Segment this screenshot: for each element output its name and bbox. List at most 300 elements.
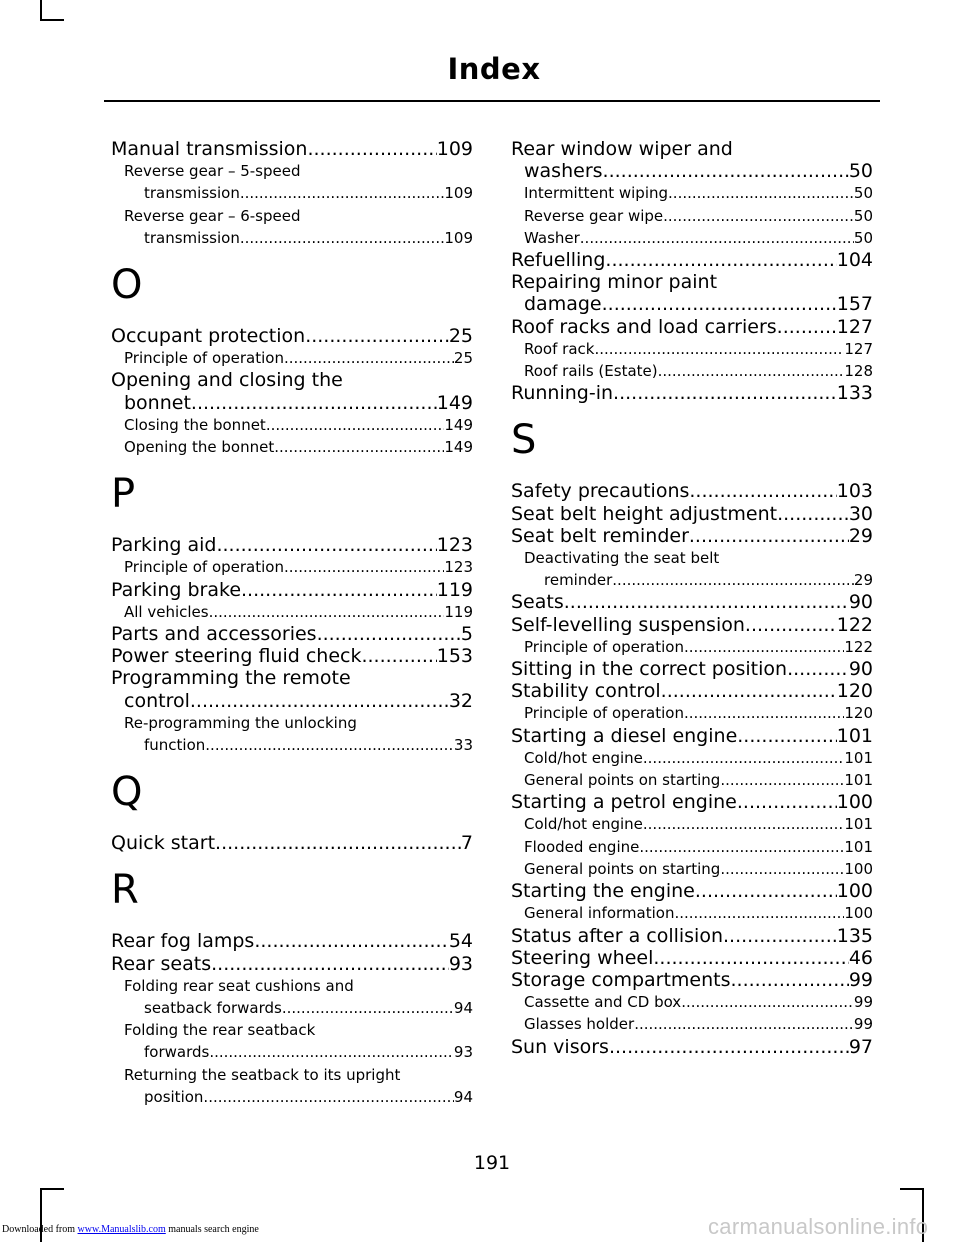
- index-entry: [511, 480, 873, 502]
- dot-leader: [191, 392, 437, 414]
- index-entry-text: General points on starting: [524, 859, 721, 878]
- dot-leader: [215, 832, 461, 854]
- index-entry-line: [511, 880, 873, 902]
- index-page-number: 93: [453, 1043, 473, 1062]
- index-entry-text: Rear seats: [111, 952, 212, 975]
- index-entry-line: [524, 747, 873, 769]
- dot-leader: [361, 645, 436, 667]
- dot-leader: [613, 382, 837, 404]
- dot-leader: [723, 925, 837, 947]
- index-entry-text: damage: [524, 293, 602, 316]
- index-section-letter: O: [111, 262, 143, 309]
- index-entry-text: Washer: [524, 228, 580, 247]
- index-page-number: 100: [836, 791, 873, 814]
- index-entry: [111, 930, 473, 952]
- index-entry-text: Occupant protection: [111, 325, 306, 348]
- dot-leader: [695, 880, 837, 902]
- index-entry-text: Closing the bonnet: [124, 415, 266, 434]
- index-entry-text: Roof racks and load carriers: [511, 315, 777, 338]
- index-page-number: 103: [836, 480, 873, 503]
- dot-leader: [254, 930, 448, 952]
- index-page-number: 90: [848, 591, 873, 614]
- index-entry-text: Intermittent wiping: [524, 184, 669, 203]
- index-entry-line: [524, 702, 873, 724]
- index-page-number: 97: [848, 1035, 873, 1058]
- index-entry-text: Flooded engine: [524, 837, 640, 856]
- dot-leader: [284, 556, 444, 578]
- index-entry: [111, 579, 473, 601]
- dot-leader: [580, 227, 854, 249]
- index-subentry: [111, 601, 473, 623]
- index-entry-text: Glasses holder: [524, 1015, 635, 1034]
- index-entry-line: [124, 347, 473, 369]
- index-entry: [511, 138, 873, 182]
- index-entry-text: Rear window wiper and: [511, 138, 733, 160]
- index-entry-text: Power steering fluid check: [111, 645, 362, 668]
- page-number: 191: [473, 1152, 511, 1174]
- index-page-number: 50: [853, 206, 873, 225]
- index-subentry: [111, 436, 473, 458]
- dot-leader: [643, 813, 844, 835]
- index-entry-text: Roof rails (Estate): [524, 362, 658, 381]
- index-page-number: 109: [444, 228, 473, 247]
- index-entry-line: [511, 947, 873, 969]
- dot-leader: [305, 325, 449, 347]
- dot-leader: [211, 953, 449, 975]
- index-page-number: 127: [844, 339, 873, 358]
- index-entry-text: Starting a petrol engine: [511, 791, 737, 814]
- index-page-number: 50: [853, 184, 873, 203]
- index-entry-text: Cold/hot engine: [524, 815, 643, 834]
- index-entry-line: [511, 382, 873, 404]
- index-entry-text: Status after a collision: [511, 924, 724, 947]
- index-page-number: 101: [844, 771, 873, 790]
- dot-leader: [241, 579, 437, 601]
- index-entry-text: Seat belt height adjustment: [511, 502, 778, 525]
- index-entry-text: Parts and accessories: [111, 623, 317, 646]
- index-entry-text: Principle of operation: [524, 704, 684, 723]
- index-entry-line: [511, 525, 873, 547]
- index-page-number: 25: [448, 325, 473, 348]
- dot-leader: [605, 249, 836, 271]
- dot-leader: [745, 614, 837, 636]
- dot-leader: [661, 680, 837, 702]
- index-entry-line: [111, 667, 473, 689]
- index-entry: [111, 369, 473, 413]
- index-entry-text: Cassette and CD box: [524, 993, 682, 1012]
- index-page-number: 33: [453, 736, 473, 755]
- index-page-number: 100: [844, 859, 873, 878]
- index-entry-line: [111, 645, 473, 667]
- dot-leader: [205, 734, 454, 756]
- dot-leader: [274, 436, 444, 458]
- index-section-letter: R: [111, 867, 139, 914]
- index-entry-line: [124, 601, 473, 623]
- index-page-number: 93: [448, 952, 473, 975]
- index-entry-text: Reverse gear wipe: [524, 206, 664, 225]
- dot-leader: [602, 293, 837, 315]
- index-entry-line: [524, 569, 873, 591]
- dot-leader: [190, 690, 449, 712]
- dot-leader: [684, 702, 844, 724]
- index-entry-line: [524, 338, 873, 360]
- dot-leader: [594, 338, 844, 360]
- index-entry-text: Parking brake: [111, 578, 242, 601]
- dot-leader: [787, 658, 849, 680]
- index-entry: [111, 325, 473, 347]
- index-entry-text: control: [124, 689, 190, 712]
- index-entry-text: Opening the bonnet: [124, 438, 275, 457]
- dot-leader: [634, 1013, 854, 1035]
- dot-leader: [307, 138, 436, 160]
- index-entry-text: transmission: [144, 228, 240, 247]
- index-entry-line: [124, 160, 473, 182]
- index-entry-text: Safety precautions: [511, 480, 690, 503]
- index-entry: [111, 534, 473, 556]
- index-page-number: 29: [853, 571, 873, 590]
- crop-mark-bottom-right-h: [900, 1188, 924, 1190]
- index-entry-text: function: [144, 736, 206, 755]
- index-entry-text: General points on starting: [524, 771, 721, 790]
- index-entry-line: [124, 1064, 473, 1086]
- index-entry-line: [124, 712, 473, 734]
- crop-mark-bottom-left-h: [40, 1188, 64, 1190]
- index-subentry: [511, 747, 873, 769]
- dot-leader: [203, 1086, 453, 1108]
- index-page-number: 120: [836, 680, 873, 703]
- index-subentry: [511, 636, 873, 658]
- index-subentry: [111, 1019, 473, 1063]
- dot-leader: [668, 182, 854, 204]
- dot-leader: [658, 360, 845, 382]
- page-title: Index: [447, 52, 541, 86]
- dot-leader: [284, 347, 454, 369]
- index-page-number: 101: [844, 748, 873, 767]
- dot-leader: [653, 947, 848, 969]
- index-entry-text: Seat belt reminder: [511, 524, 689, 547]
- dot-leader: [612, 569, 854, 591]
- index-page-number: 157: [836, 293, 873, 316]
- index-entry-text: Self-levelling suspension: [511, 613, 745, 636]
- index-entry-line: [111, 832, 473, 854]
- index-entry-line: [511, 725, 873, 747]
- index-entry-line: [511, 791, 873, 813]
- index-entry-text: Repairing minor paint: [511, 271, 718, 294]
- dot-leader: [639, 836, 844, 858]
- index-entry-text: Principle of operation: [124, 349, 284, 368]
- index-page-number: 50: [848, 160, 873, 183]
- index-page-number: 94: [453, 1087, 473, 1106]
- index-entry-line: [524, 547, 873, 569]
- index-entry-line: [511, 271, 873, 293]
- index-page-number: 122: [844, 637, 873, 656]
- index-entry-text: Sitting in the correct position: [511, 658, 788, 681]
- dot-leader: [731, 969, 849, 991]
- dot-leader: [684, 636, 844, 658]
- index-subentry: [511, 858, 873, 880]
- index-entry-line: [124, 975, 473, 997]
- index-subentry: [511, 338, 873, 360]
- index-entry-line: [524, 205, 873, 227]
- dot-leader: [720, 858, 844, 880]
- dot-leader: [689, 480, 836, 502]
- index-entry-line: [124, 1041, 473, 1063]
- index-page-number: 99: [848, 968, 873, 991]
- index-subentry: [111, 347, 473, 369]
- index-subentry: [511, 227, 873, 249]
- index-entry-text: Parking aid: [111, 534, 217, 557]
- index-entry: [511, 969, 873, 991]
- footer-prefix: Downloaded from: [2, 1224, 78, 1235]
- dot-leader: [737, 725, 836, 747]
- index-entry: [511, 880, 873, 902]
- index-page-number: 109: [436, 138, 473, 160]
- index-entry: [511, 1036, 873, 1058]
- index-page-number: 128: [844, 362, 873, 381]
- index-entry-text: Folding the rear seatback: [124, 1021, 316, 1040]
- dot-leader: [609, 1036, 849, 1058]
- dot-leader: [564, 591, 849, 613]
- index-entry-text: General information: [524, 904, 675, 923]
- index-entry: [511, 658, 873, 680]
- index-entry-text: Re-programming the unlocking: [124, 713, 357, 732]
- index-entry: [511, 382, 873, 404]
- index-subentry: [111, 1064, 473, 1108]
- index-entry-line: [511, 160, 873, 182]
- index-page-number: 101: [844, 837, 873, 856]
- index-page-number: 29: [848, 524, 873, 547]
- index-entry-line: [524, 636, 873, 658]
- dot-leader: [209, 601, 445, 623]
- index-entry-line: [511, 614, 873, 636]
- dot-leader: [266, 414, 445, 436]
- index-entry-line: [111, 369, 473, 391]
- index-entry: [511, 316, 873, 338]
- index-page-number: 7: [460, 832, 473, 855]
- index-subentry: [111, 712, 473, 756]
- index-entry-text: Quick start: [111, 832, 216, 855]
- crop-mark-top-left-v: [40, 0, 42, 20]
- index-entry-line: [524, 991, 873, 1013]
- index-entry-line: [524, 1013, 873, 1035]
- index-entry-line: [511, 503, 873, 525]
- index-page-number: 149: [436, 391, 473, 414]
- index-subentry: [511, 360, 873, 382]
- index-entry-text: Starting a diesel engine: [511, 724, 738, 747]
- index-entry-line: [524, 902, 873, 924]
- index-page-number: 133: [836, 382, 873, 405]
- dot-leader: [777, 503, 849, 525]
- index-page-number: 100: [836, 880, 873, 903]
- watermark: carmanualsonline.info: [708, 1214, 929, 1239]
- index-entry-text: Refuelling: [511, 249, 606, 272]
- index-entry-line: [124, 1086, 473, 1108]
- index-page-number: 32: [448, 689, 473, 712]
- index-column-right: [511, 138, 873, 1058]
- index-entry-text: Roof rack: [524, 339, 595, 358]
- index-subentry: [511, 769, 873, 791]
- footer-suffix: manuals search engine: [165, 1224, 259, 1235]
- index-page-number: 123: [436, 534, 473, 557]
- dot-leader: [216, 534, 436, 556]
- index-entry: [111, 667, 473, 711]
- index-entry: [511, 947, 873, 969]
- index-page-number: 123: [444, 558, 473, 577]
- index-entry-text: seatback forwards: [144, 999, 282, 1018]
- index-entry-line: [124, 734, 473, 756]
- index-subentry: [511, 902, 873, 924]
- index-entry-text: Steering wheel: [511, 946, 654, 969]
- index-page-number: 54: [448, 930, 473, 953]
- index-subentry: [511, 205, 873, 227]
- index-entry-text: Returning the seatback to its upright: [124, 1065, 401, 1084]
- index-subentry: [511, 991, 873, 1013]
- index-entry-text: Sun visors: [511, 1035, 609, 1058]
- crop-mark-top-left-h: [40, 19, 64, 21]
- index-entry-text: Stability control: [511, 680, 661, 703]
- index-entry-text: Opening and closing the: [111, 369, 343, 392]
- index-entry-text: Folding rear seat cushions and: [124, 976, 354, 995]
- index-entry: [511, 249, 873, 271]
- index-section-letter: S: [511, 417, 537, 464]
- index-entry-line: [511, 591, 873, 613]
- index-entry: [511, 271, 873, 315]
- index-entry: [511, 525, 873, 547]
- index-page-number: 119: [436, 578, 473, 601]
- index-entry: [511, 614, 873, 636]
- index-subentry: [511, 182, 873, 204]
- index-entry-line: [124, 997, 473, 1019]
- dot-leader: [737, 791, 837, 813]
- index-entry-line: [124, 556, 473, 578]
- dot-leader: [209, 1041, 454, 1063]
- index-entry: [511, 725, 873, 747]
- index-entry-line: [124, 182, 473, 204]
- index-page-number: 127: [836, 315, 873, 338]
- index-entry-line: [511, 316, 873, 338]
- index-page-number: 101: [836, 724, 873, 747]
- index-entry-line: [124, 414, 473, 436]
- index-entry-line: [524, 836, 873, 858]
- index-entry: [111, 138, 473, 160]
- dot-leader: [643, 747, 844, 769]
- index-entry: [511, 791, 873, 813]
- index-entry-text: Running-in: [511, 382, 614, 405]
- index-entry-line: [124, 436, 473, 458]
- index-entry-text: Principle of operation: [124, 558, 284, 577]
- index-subentry: [111, 975, 473, 1019]
- title-rule: [104, 100, 880, 102]
- index-page-number: 5: [460, 623, 473, 646]
- index-subentry: [511, 702, 873, 724]
- index-entry-text: reminder: [544, 571, 613, 590]
- index-entry-line: [124, 227, 473, 249]
- index-entry-text: Principle of operation: [524, 637, 684, 656]
- index-entry-text: Rear fog lamps: [111, 930, 255, 953]
- index-entry-text: Programming the remote: [111, 667, 351, 690]
- index-page-number: 109: [444, 184, 473, 203]
- index-entry-text: washers: [524, 160, 603, 183]
- dot-leader: [720, 769, 844, 791]
- index-page-number: 104: [836, 249, 873, 272]
- index-subentry: [511, 547, 873, 591]
- index-page-number: 119: [444, 602, 473, 621]
- dot-leader: [240, 182, 445, 204]
- index-entry: [511, 925, 873, 947]
- index-entry-line: [111, 534, 473, 556]
- index-entry-line: [511, 680, 873, 702]
- dot-leader: [777, 316, 837, 338]
- index-entry-text: Reverse gear – 5-speed: [124, 162, 301, 181]
- index-entry-line: [111, 138, 473, 160]
- index-entry-line: [111, 623, 473, 645]
- index-page-number: 149: [444, 438, 473, 457]
- index-entry: [511, 503, 873, 525]
- index-entry: [111, 953, 473, 975]
- index-entry-text: bonnet: [124, 391, 191, 414]
- index-entry-line: [111, 690, 473, 712]
- index-entry-line: [511, 969, 873, 991]
- dot-leader: [689, 525, 849, 547]
- index-entry-text: Manual transmission: [111, 138, 308, 160]
- index-subentry: [511, 1013, 873, 1035]
- index-entry-text: All vehicles: [124, 602, 209, 621]
- index-entry-line: [524, 182, 873, 204]
- index-entry-line: [511, 293, 873, 315]
- index-subentry: [111, 414, 473, 436]
- footer-link[interactable]: www.Manualslib.com: [77, 1224, 166, 1235]
- index-entry-text: Reverse gear – 6-speed: [124, 206, 301, 225]
- index-page-number: 120: [844, 704, 873, 723]
- index-subentry: [111, 160, 473, 204]
- index-entry-text: Starting the engine: [511, 880, 695, 903]
- index-entry-text: Cold/hot engine: [524, 748, 643, 767]
- index-page-number: 94: [453, 999, 473, 1018]
- index-entry-line: [524, 227, 873, 249]
- dot-leader: [317, 623, 461, 645]
- index-entry: [511, 680, 873, 702]
- index-page-number: 149: [444, 415, 473, 434]
- index-entry-line: [511, 658, 873, 680]
- dot-leader: [282, 997, 454, 1019]
- dot-leader: [240, 227, 445, 249]
- index-entry-text: Storage compartments: [511, 968, 731, 991]
- index-entry: [111, 623, 473, 645]
- index-page-number: 90: [848, 658, 873, 681]
- index-subentry: [111, 205, 473, 249]
- index-entry-line: [524, 769, 873, 791]
- index-entry-line: [511, 1036, 873, 1058]
- dot-leader: [663, 205, 854, 227]
- index-entry: [511, 591, 873, 613]
- index-entry-line: [111, 930, 473, 952]
- index-section-letter: P: [111, 471, 136, 518]
- index-entry-text: transmission: [144, 184, 240, 203]
- index-entry-line: [111, 953, 473, 975]
- index-page-number: 30: [848, 502, 873, 525]
- index-subentry: [511, 813, 873, 835]
- index-entry-line: [124, 205, 473, 227]
- index-page-number: 99: [853, 993, 873, 1012]
- index-page-number: 135: [836, 924, 873, 947]
- index-entry-line: [511, 925, 873, 947]
- index-page-number: 153: [436, 645, 473, 668]
- dot-leader: [674, 902, 844, 924]
- index-entry-line: [111, 325, 473, 347]
- index-page-number: 101: [844, 815, 873, 834]
- index-entry-line: [124, 1019, 473, 1041]
- index-entry: [111, 645, 473, 667]
